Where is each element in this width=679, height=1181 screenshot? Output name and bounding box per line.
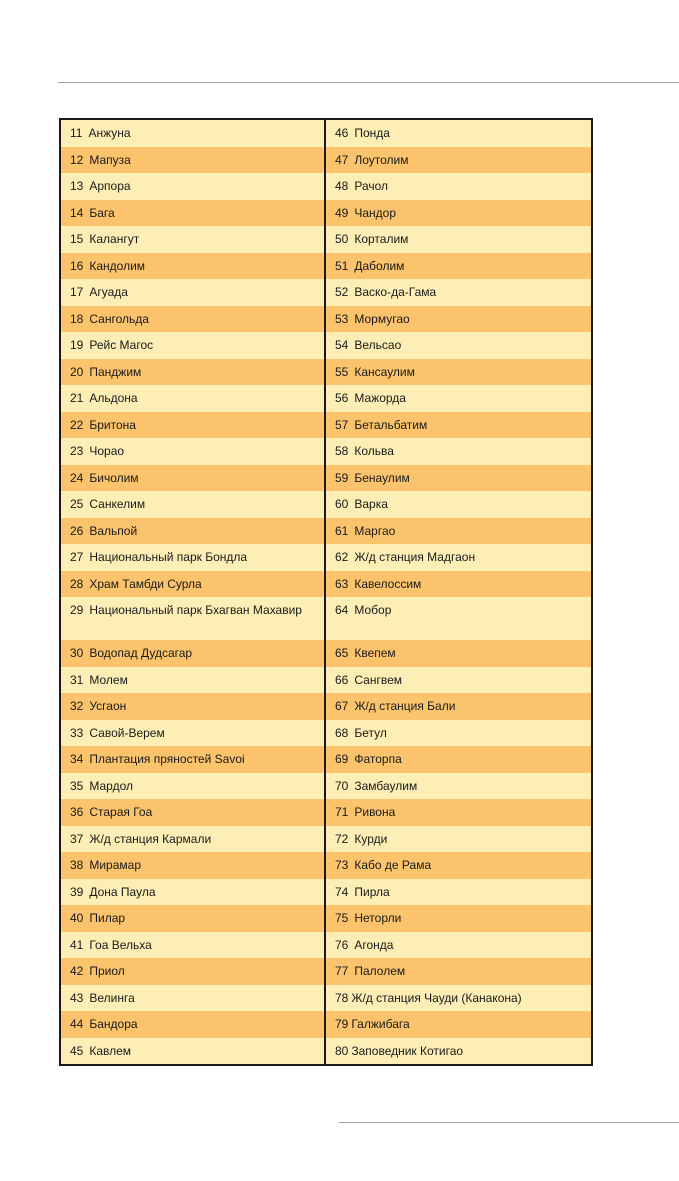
legend-entry-left [61,826,326,853]
entry-name: Рачол [354,179,389,193]
entry-number: 63 [335,576,349,591]
legend-entry-left [61,306,326,333]
entry-name: Бетальбатим [354,417,428,432]
entry-name: Рейс Магос [89,338,154,352]
entry-number: 45 [70,1043,84,1058]
entry-number: 14 [70,205,84,220]
entry-number: 56 [335,391,349,405]
legend-entry-right [326,799,591,826]
entry-name: Кавлем [89,1043,132,1058]
legend-entry-left [61,720,326,747]
entry-number: 40 [70,911,84,925]
entry-name: Старая Гоа [89,805,153,819]
legend-entry-right [326,412,591,439]
entry-name: Кандолим [89,258,146,273]
entry-name: Дона Паула [89,884,156,899]
entry-name: Мардол [89,778,133,793]
entry-name: Бичолим [89,470,139,485]
entry-name: Панджим [89,364,142,379]
entry-number: 52 [335,285,349,299]
entry-name: Фаторпа [354,752,402,766]
legend-entry-right [326,1038,591,1065]
entry-number: 29 [70,603,84,617]
entry-number: 19 [70,338,84,352]
entry-number: 65 [335,646,349,660]
entry-name: Корталим [354,232,409,246]
entry-name: Ж/д станция Мадгаон [354,550,476,564]
legend-entry-left [61,491,326,518]
entry-number: 59 [335,470,349,485]
entry-name: Галжибага [351,1017,410,1031]
entry-number: 73 [335,858,349,872]
entry-name: Неторли [354,911,402,925]
entry-name: Сангольда [89,311,149,326]
legend-entry-right [326,120,591,147]
entry-name: Приол [89,964,125,978]
legend-entry-right [326,773,591,800]
entry-name: Национальный парк Бондла [89,550,248,564]
legend-entry-right [326,905,591,932]
entry-number: 21 [70,391,84,405]
entry-number: 34 [70,752,84,766]
legend-entry-right [326,279,591,306]
legend-entry-right [326,226,591,253]
legend-entry-right [326,852,591,879]
entry-number: 71 [335,805,349,819]
entry-name: Анжуна [88,126,131,140]
entry-name: Кансаулим [354,364,415,379]
legend-entry-right [326,640,591,667]
entry-name: Мормугао [354,311,410,326]
entry-name: Калангут [89,232,140,246]
entry-name: Мажорда [354,391,406,405]
entry-number: 44 [70,1017,84,1031]
bottom-rule [339,1122,679,1123]
legend-entry-left [61,597,326,640]
legend-entry-left [61,120,326,147]
legend-entry-left [61,518,326,545]
legend-entry-left [61,253,326,280]
entry-number: 32 [70,699,84,713]
entry-name: Бенаулим [354,470,410,485]
entry-number: 69 [335,752,349,766]
entry-name: Национальный парк Бхагван Махавир [89,603,302,617]
legend-entry-right [326,746,591,773]
entry-name: Васко-да-Гама [354,285,437,299]
legend-entry-right [326,173,591,200]
entry-number: 49 [335,205,349,220]
legend-entry-right [326,253,591,280]
entry-number: 70 [335,778,349,793]
entry-name: Альдона [89,391,138,405]
legend-entry-left [61,905,326,932]
legend-entry-left [61,799,326,826]
legend-entry-left [61,412,326,439]
entry-name: Ж/д станция Бали [354,699,456,713]
entry-name: Даболим [354,258,405,273]
entry-name: Бетул [354,725,387,740]
entry-name: Палолем [354,964,406,978]
entry-number: 41 [70,937,84,952]
entry-number: 53 [335,311,349,326]
legend-entry-left [61,1011,326,1038]
legend-entry-left [61,359,326,386]
entry-name: Мапуза [89,152,131,167]
legend-entry-left [61,693,326,720]
entry-number: 28 [70,576,84,591]
entry-number: 75 [335,911,349,925]
entry-number: 77 [335,964,349,978]
legend-entry-left [61,958,326,985]
entry-number: 55 [335,364,349,379]
entry-number: 79 [335,1017,349,1031]
entry-number: 72 [335,831,349,846]
entry-number: 47 [335,152,349,167]
entry-name: Пирла [354,884,390,899]
entry-number: 48 [335,179,349,193]
entry-name: Варка [354,497,388,511]
entry-number: 51 [335,258,349,273]
entry-name: Замбаулим [354,778,418,793]
entry-number: 39 [70,884,84,899]
entry-name: Вельсао [354,338,402,352]
entry-name: Гоа Вельха [89,937,152,952]
entry-number: 15 [70,232,84,246]
entry-number: 24 [70,470,84,485]
entry-number: 16 [70,258,84,273]
legend-entry-right [326,958,591,985]
entry-name: Мобор [354,603,392,617]
legend-entry-left [61,465,326,492]
entry-number: 17 [70,285,84,299]
entry-name: Пилар [89,911,126,925]
legend-entry-right [326,693,591,720]
entry-name: Водопад Дудсагар [89,646,193,660]
entry-name: Ж/д станция Чауди (Канакона) [351,990,522,1005]
top-rule [58,82,679,83]
legend-entry-right [326,571,591,598]
legend-entry-left [61,385,326,412]
entry-number: 43 [70,990,84,1005]
legend-entry-right [326,597,591,640]
legend-entry-right [326,667,591,694]
entry-name: Кольва [354,444,394,458]
legend-entry-left [61,147,326,174]
legend-entry-left [61,173,326,200]
entry-name: Усгаон [89,699,127,713]
entry-name: Бага [89,205,115,220]
entry-name: Ривона [354,805,396,819]
entry-number: 33 [70,725,84,740]
entry-number: 80 [335,1043,349,1058]
entry-number: 60 [335,497,349,511]
legend-entry-left [61,438,326,465]
legend-entry-right [326,985,591,1012]
entry-name: Санкелим [89,497,146,511]
entry-number: 13 [70,179,84,193]
entry-number: 57 [335,417,349,432]
entry-number: 23 [70,444,84,458]
legend-entry-left [61,852,326,879]
entry-number: 12 [70,152,84,167]
entry-number: 54 [335,338,349,352]
entry-name: Маргао [354,523,396,538]
entry-number: 20 [70,364,84,379]
legend-entry-left [61,773,326,800]
entry-name: Заповедник Котигао [351,1043,464,1058]
entry-number: 46 [335,126,349,140]
legend-entry-right [326,518,591,545]
entry-name: Кавелоссим [354,576,422,591]
legend-entry-left [61,932,326,959]
entry-number: 31 [70,672,84,687]
map-legend-table [59,118,593,1066]
entry-number: 18 [70,311,84,326]
legend-entry-left [61,200,326,227]
entry-name: Курди [354,831,388,846]
entry-name: Молем [89,672,128,687]
legend-entry-left [61,746,326,773]
legend-entry-left [61,226,326,253]
entry-name: Мирамар [89,858,142,872]
entry-number: 25 [70,497,84,511]
entry-number: 74 [335,884,349,899]
entry-name: Лоутолим [354,152,409,167]
entry-number: 76 [335,937,349,952]
entry-name: Бандора [89,1017,138,1031]
entry-number: 22 [70,417,84,432]
entry-number: 42 [70,964,84,978]
entry-name: Кабо де Рама [354,858,432,872]
legend-entry-right [326,147,591,174]
entry-name: Вальпой [89,523,138,538]
entry-number: 37 [70,831,84,846]
entry-number: 35 [70,778,84,793]
legend-entry-left [61,985,326,1012]
entry-name: Арпора [89,179,131,193]
legend-entry-right [326,932,591,959]
entry-number: 27 [70,550,84,564]
entry-number: 62 [335,550,349,564]
legend-entry-right [326,720,591,747]
legend-entry-right [326,332,591,359]
legend-entry-left [61,879,326,906]
entry-name: Ж/д станция Кармали [89,831,212,846]
entry-number: 78 [335,990,349,1005]
entry-number: 50 [335,232,349,246]
legend-entry-left [61,667,326,694]
legend-entry-right [326,306,591,333]
legend-entry-right [326,879,591,906]
legend-entry-right [326,1011,591,1038]
legend-entry-left [61,1038,326,1065]
entry-number: 67 [335,699,349,713]
entry-number: 11 [70,126,83,140]
entry-number: 68 [335,725,349,740]
legend-entry-right [326,200,591,227]
entry-number: 64 [335,603,349,617]
legend-entry-right [326,826,591,853]
entry-name: Чорао [89,444,125,458]
entry-name: Плантация пряностей Savoi [89,752,245,766]
entry-number: 26 [70,523,84,538]
entry-name: Квепем [354,646,396,660]
legend-entry-left [61,571,326,598]
entry-number: 30 [70,646,84,660]
legend-entry-right [326,359,591,386]
entry-number: 61 [335,523,349,538]
legend-entry-right [326,385,591,412]
legend-entry-left [61,544,326,571]
entry-name: Агонда [354,937,394,952]
legend-entry-left [61,332,326,359]
entry-name: Храм Тамбди Сурла [89,576,202,591]
entry-number: 58 [335,444,349,458]
entry-name: Савой-Верем [89,725,165,740]
legend-entry-right [326,438,591,465]
entry-number: 36 [70,805,84,819]
entry-name: Бритона [89,417,136,432]
entry-number: 38 [70,858,84,872]
entry-name: Велинга [89,990,135,1005]
entry-name: Понда [354,126,390,140]
legend-entry-right [326,544,591,571]
legend-entry-left [61,640,326,667]
legend-entry-left [61,279,326,306]
entry-name: Чандор [354,205,397,220]
entry-number: 66 [335,672,349,687]
entry-name: Агуада [89,285,128,299]
legend-entry-right [326,491,591,518]
legend-entry-right [326,465,591,492]
entry-name: Сангвем [354,672,403,687]
